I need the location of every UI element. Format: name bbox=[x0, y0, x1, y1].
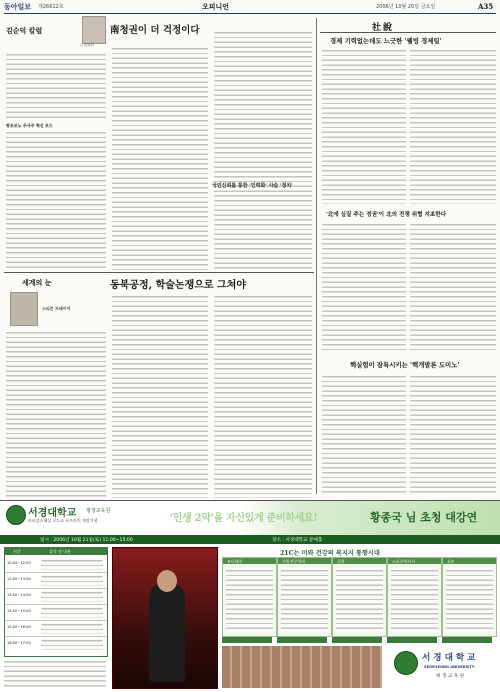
header-time: 시간 bbox=[13, 549, 21, 554]
course-card[interactable]: 스포츠마사지 bbox=[387, 557, 442, 637]
speaker-head bbox=[157, 570, 177, 592]
column1-headline: 南청권이 더 걱정이다 bbox=[110, 25, 200, 36]
course-card[interactable]: 뷰티패션 bbox=[222, 557, 277, 637]
page-number: A35 bbox=[478, 2, 494, 11]
ad-tagline: 파티플스페셜 로드쇼 오프라인 개강기념 bbox=[28, 518, 98, 523]
section-rule bbox=[4, 272, 314, 273]
table-row: 12:00~13:00 bbox=[5, 572, 107, 589]
editorial-headline-2: '北에 실질 주는 정권'이 北의 전쟁 위협 지초한다 bbox=[326, 212, 447, 218]
columnist-role: 논설위원 bbox=[80, 43, 94, 47]
speaker-figure bbox=[149, 582, 185, 682]
date-tabs bbox=[222, 637, 496, 643]
column2-body-1 bbox=[6, 330, 106, 498]
author-title bbox=[42, 313, 92, 323]
ad-brand-sub: 평생교육원 bbox=[86, 508, 111, 514]
footer-sub: 평 생 교 육 원 bbox=[436, 674, 465, 679]
newspaper-logo: 동아일보 bbox=[4, 2, 32, 11]
table-row: 16:00~17:00 bbox=[5, 636, 107, 652]
editorial-headline-1: 경제 기력없는데도 느긋한 '웰빙 경제팀' bbox=[330, 37, 442, 45]
editorial-section: 社說 bbox=[372, 23, 395, 33]
column1-body bbox=[6, 52, 106, 120]
table-row: 15:00~16:00 bbox=[5, 620, 107, 637]
column1-subhead: 왕조모노 주사주 혁신 모드 bbox=[6, 123, 53, 128]
schedule-venue: 장소 : 서경대학교 문예홀 bbox=[272, 537, 323, 543]
editorial-body-1b bbox=[410, 48, 496, 204]
ad-speaker-title: 황종국 님 초청 대강연 bbox=[370, 511, 478, 524]
program-table-head bbox=[5, 548, 107, 555]
program-table bbox=[4, 547, 108, 657]
editorial-body-3a bbox=[322, 374, 406, 494]
author-name: 스티븐 브래이어 bbox=[42, 306, 71, 311]
issue-number: 제26612호 bbox=[38, 4, 64, 10]
speaker-photo bbox=[112, 547, 218, 689]
ad-footer-title: 21C는 미와 건강의 복지지 통행시대 bbox=[280, 550, 380, 557]
editorial-body-1a bbox=[322, 48, 406, 204]
editorial-body-3b bbox=[410, 374, 496, 494]
course-grid bbox=[222, 557, 496, 635]
table-row: 10:00~12:00 bbox=[5, 556, 107, 573]
editorial-body-2a bbox=[322, 222, 406, 352]
schedule-date: 일시 : 2006년 10월 21일(토) 11:00~15:00 bbox=[40, 537, 133, 543]
course-card[interactable]: 가발전문학과 bbox=[277, 557, 332, 637]
course-card[interactable]: 포토 bbox=[442, 557, 497, 637]
header-content: 강의 및 내용 bbox=[49, 549, 71, 554]
column-kicker: 김순덕 칼럼 bbox=[6, 26, 43, 35]
course-card[interactable]: 실용 bbox=[332, 557, 387, 637]
ad-footnote bbox=[4, 659, 106, 687]
ad-banner-text: '인생 2막'을 자신있게 준비하세요! bbox=[170, 513, 318, 524]
footer-brand-en: SEOKYEONG UNIVERSITY bbox=[424, 665, 475, 669]
editorial-body-2b bbox=[410, 222, 496, 352]
column1-body-4 bbox=[214, 30, 312, 270]
column1-body-3 bbox=[112, 46, 208, 270]
editorial-headline-3: 핵실험이 잠특시키는 '핵개발론 도미노' bbox=[350, 361, 460, 369]
editorial-divider bbox=[316, 18, 317, 494]
column2-body-3 bbox=[214, 294, 312, 498]
footer-seal bbox=[394, 651, 418, 675]
ad-brand: 서경대학교 bbox=[28, 508, 77, 519]
header-rule bbox=[4, 13, 496, 14]
column1-body-2 bbox=[6, 130, 106, 270]
footer-brand: 서 경 대 학 교 bbox=[422, 653, 476, 663]
author-photo bbox=[10, 292, 38, 326]
column2-kicker: 세계의 눈 bbox=[22, 278, 52, 287]
editorial-rule bbox=[320, 32, 496, 33]
university-seal bbox=[6, 505, 26, 525]
section-title: 오피니언 bbox=[202, 2, 230, 11]
column2-body-2 bbox=[112, 294, 208, 498]
columnist-photo bbox=[82, 16, 106, 44]
table-row: 14:00~15:00 bbox=[5, 604, 107, 621]
schedule-bar bbox=[0, 535, 500, 544]
advertisement[interactable] bbox=[0, 500, 500, 692]
table-row: 13:00~14:00 bbox=[5, 588, 107, 605]
subcolumn-title: 국민신뢰를 통한 '인력화' 사슬 '정치' bbox=[212, 183, 293, 189]
column2-headline: 동북공정, 학술논쟁으로 그쳐야 bbox=[110, 280, 247, 291]
student-thumbnails bbox=[222, 646, 382, 688]
issue-date: 2006년 10월 20일 금요일 bbox=[376, 4, 436, 10]
